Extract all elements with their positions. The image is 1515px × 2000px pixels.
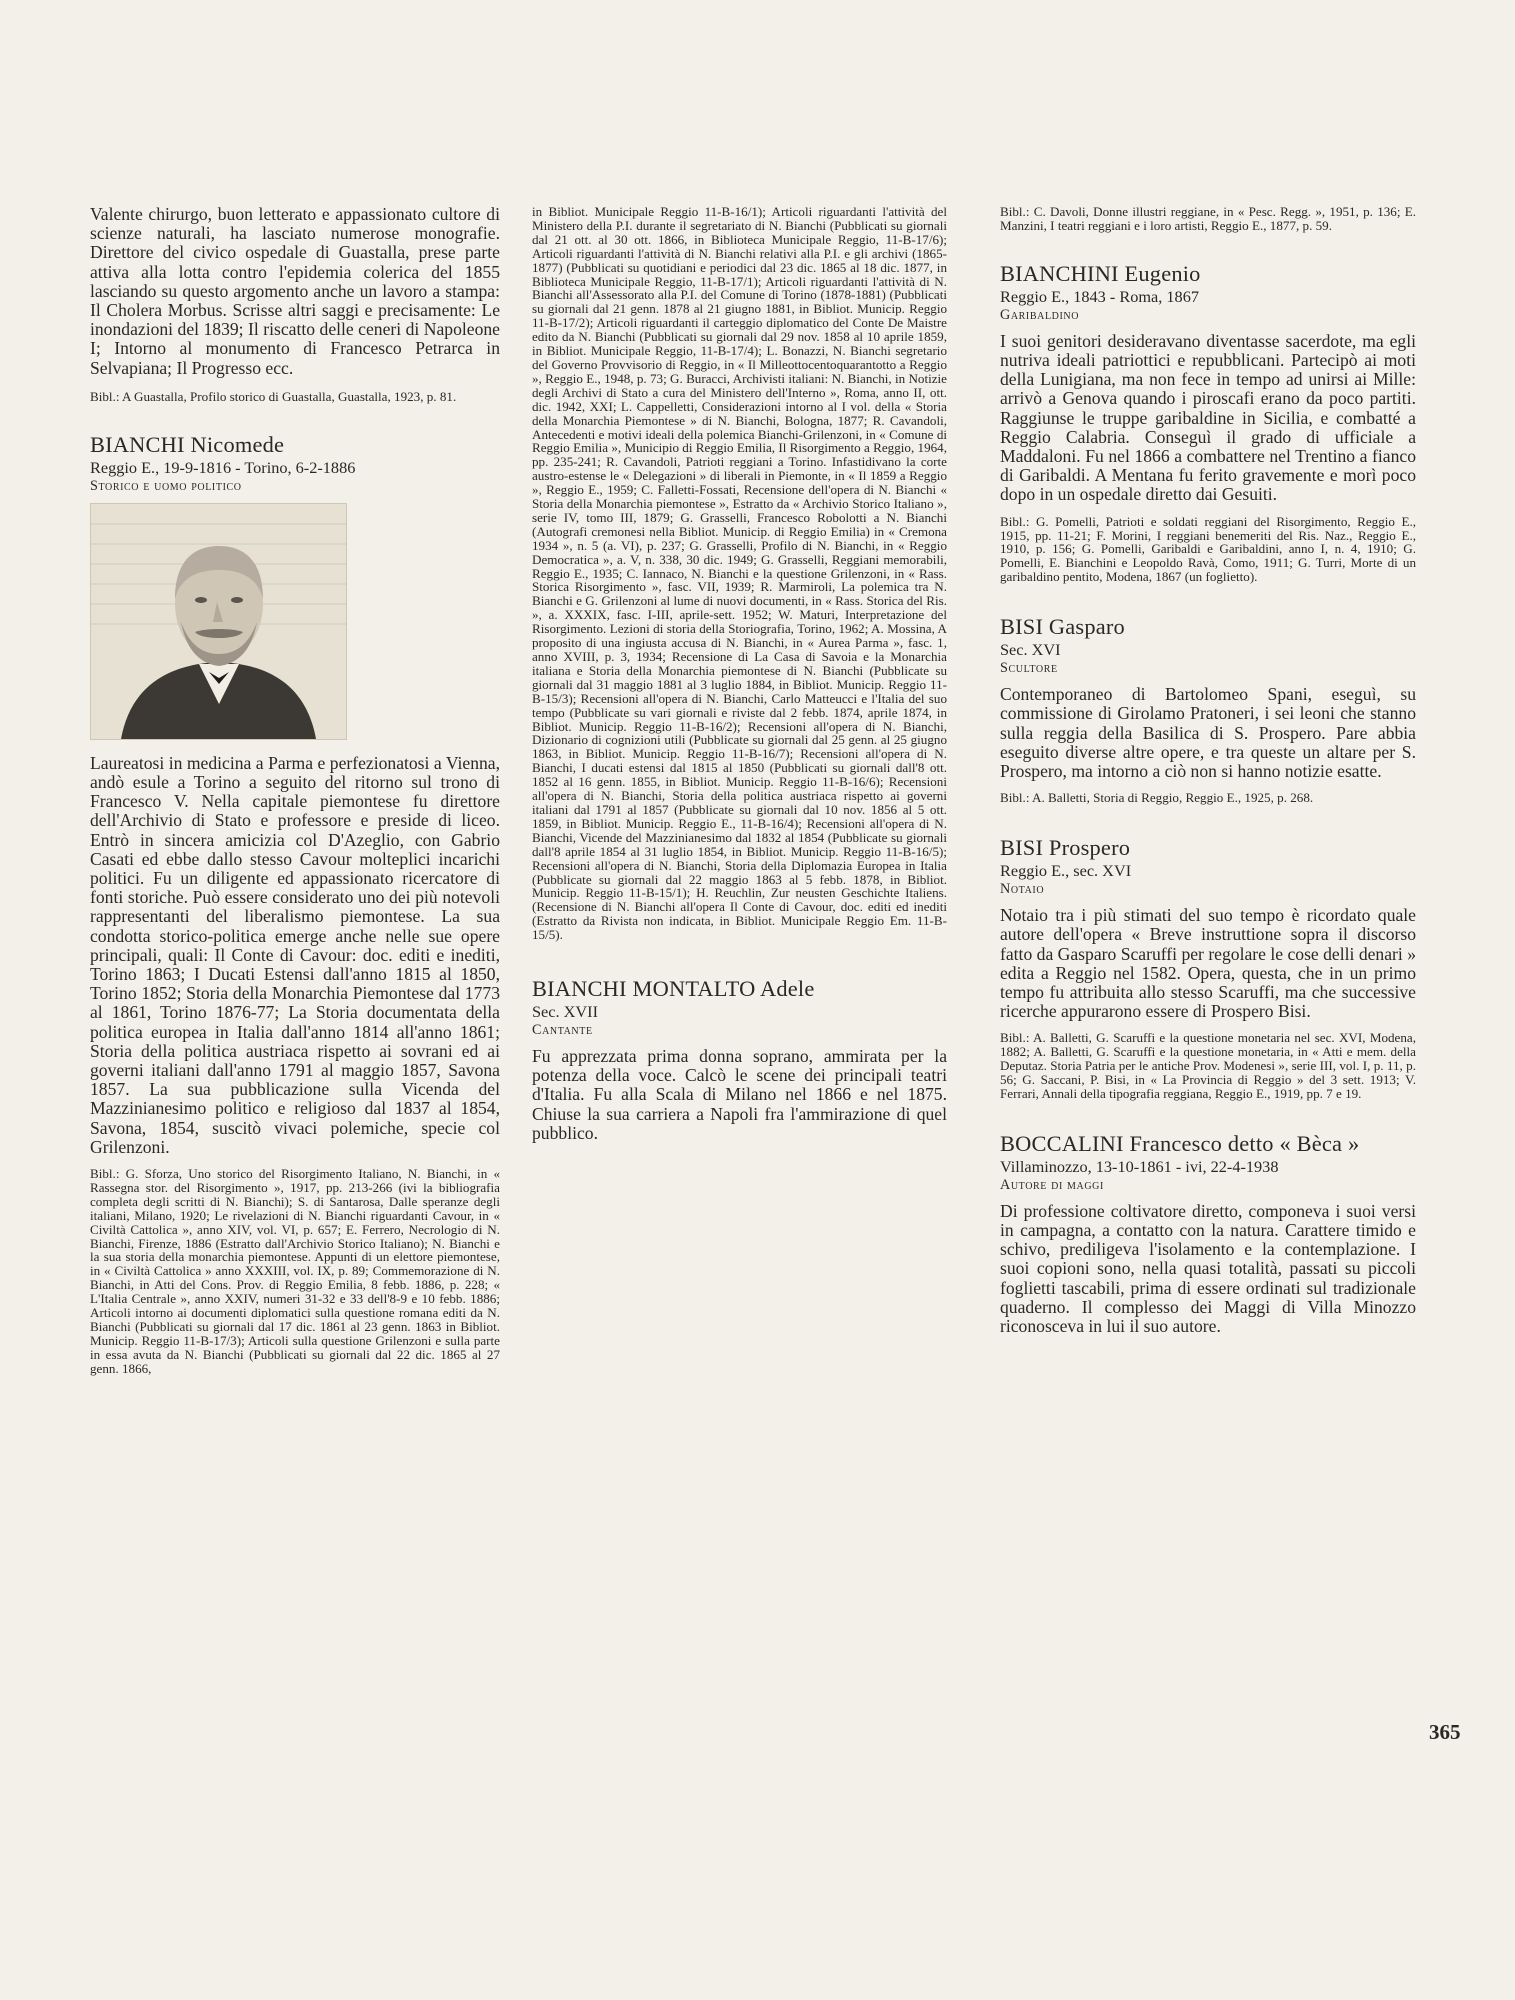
column-2 <box>532 205 947 1143</box>
entry-bisi-gasparo <box>1000 614 1416 805</box>
entry-text: Laureatosi in medicina a Parma e perfezionatosi a Vienna, andò esule a Torino a seguito del ritorno sul trono di Francesco V. Nella capitale piemontese fu direttore dell'Archivio di Stato e professore e preside di liceo. Entrò in sincera amicizia col D'Azeglio, con Gabrio Casati ed ebbe dallo stesso Cavour molteplici incarichi politici. Fu un diligente ed appassionato ricercatore di fonti storiche. Può essere considerato uno dei più notevoli rappresentanti del liberalismo piemontese. La sua condotta storico-politica emerge anche nelle sue opere principali, quali: Il Conte di Cavour: doc. editi e inediti, Torino 1863; I Ducati Estensi dall'anno 1815 al 1850, Torino 1852; Storia della Monarchia Piemontese dal 1773 al 1861, Torino 1876-77; La Storia documentata della politica europea in Italia dall'anno 1814 all'anno 1861; Storia della politica austriaca rispetto ai sovrani ed ai governi italiani dall'anno 1791 al maggio 1857, Savona 1857. La sua pubblicazione sulla Vicenda del Mazzinianesimo politico e religioso dal 1837 al 1854, Savona, 1854, suscitò vivaci polemiche, specie col Grilenzoni. <box>90 752 500 1157</box>
entry-role: Cantante <box>532 1022 593 1039</box>
portrait-image <box>90 503 347 740</box>
entry-bibliography: Bibl.: A. Balletti, G. Scaruffi e la questione monetaria nel sec. XVI, Modena, 1882; A. Balletti, G. Scaruffi e la questione monetaria, in « Atti e mem. della Deputaz. Storia Patria per le antiche Prov. Modenesi », serie III, vol. I, p. 11, p. 56; G. Saccani, P. Bisi, in « La Provincia di Reggio » del 3 sett. 1913; V. Ferrari, Annali della tipografia reggiana, Reggio E., 1919, pp. 7 e 19. <box>1000 1030 1416 1101</box>
entry-role: Storico e uomo politico <box>90 477 242 494</box>
entry-bianchi-montalto <box>532 976 947 1143</box>
entry-title <box>1000 1131 1416 1157</box>
entry-surname: BIANCHINI <box>1000 260 1119 286</box>
entry-surname: BIANCHI MONTALTO <box>532 976 756 1002</box>
entry-text: Fu apprezzata prima donna soprano, ammirata per la potenza della voce. Calcò le scene dei principali teatri d'Italia. Fu alla Scala di Milano nel 1866 e nel 1875. Chiuse la sua carriera a Napoli fra l'ammirazione di quel pubblico. <box>532 1046 947 1143</box>
entry-text: I suoi genitori desideravano diventasse sacerdote, ma egli nutriva ideali patriottici e repubblicani. Partecipò ai moti della Lunigiana, ma non fece in tempo ad unirsi ai Mille: arrivò a Genova quando i piroscafi erano da poco partiti. Raggiunse le truppe garibaldine in Sicilia, e combatté a Reggio Calabria. Conseguì il grado di ufficiale a Maddaloni. Fu nel 1866 a combattere nel Trentino a fianco di Garibaldi. A Mentana fu ferito gravemente e morì poco dopo in un ospedale diretto dai Gesuiti. <box>1000 330 1416 505</box>
entry-role: Garibaldino <box>1000 306 1080 323</box>
bibliography-continued: in Bibliot. Municipale Reggio 11-B-16/1); Articoli riguardanti l'attività del Ministero della P.I. durante il segretariato di N. Bianchi (Pubblicati su giornali dal 21 ott. al 30 ott. 1866, in Biblioteca Municipale Reggio, 11-B-17/6); Articoli riguardanti l'attività di N. Bianchi relativi alla P.I. e gli archivi (1865-1877) (Pubblicati su quotidiani e periodici dal 23 dic. 1865 al 18 dic. 1877, in Biblioteca Municipale Reggio, 11-B-17/1); Articoli riguardanti l'attività di N. Bianchi all'Assessorato alla P.I. del Comune di Torino (1878-1881) (Pubblicati su giornali dal 21 genn. 1878 al 21 giugno 1881, in Bibliot. Municip. Reggio 11-B-17/2); Articoli riguardanti il carteggio diplomatico del Conte De Maistre edito da N. Bianchi (Pubblicati su giornali dal 29 nov. 1858 al 10 aprile 1859, in Bibliot. Municipale Reggio, 11-B-17/4); L. Bonazzi, N. Bianchi segretario del Governo Provvisorio di Reggio, in « Il Milleottocentoquarantotto a Reggio », Reggio E., 1948, p. 73; G. Buracci, Archivisti italiani: N. Bianchi, in Notizie degli Archivi di Stato a cura del Ministero dell'Interno », Roma, anno II, ott. dic. 1942, XXI; L. Cappelletti, Considerazioni intorno al I vol. della « Storia della Monarchia Piemontese » di N. Bianchi, Bologna, 1877; R. Cavandoli, Antecedenti e motivi ideali della polemica Bianchi-Grilenzoni, in « Comune di Reggio Emilia », Municipio di Reggio Emilia, Il Risorgimento a Reggio, 1964, pp. 235-241; R. Cavandoli, Patrioti reggiani a Torino. Infastidivano la corte austro-estense le « Delegazioni » di liberali in Piemonte, in « Il 1859 a Reggio », Reggio E., 1959; C. Falletti-Fossati, Recensione dell'opera di N. Bianchi « Storia della Monarchia piemontese », Estratto da « Archivio Storico Italiano », serie IV, tomo III, 1879; G. Grasselli, Francesco Robolotti a N. Bianchi (Autografi cremonesi nella Bibliot. Municip. di Reggio Emilia) in « Cremona 1934 », n. 5 (a. VI), p. 237; G. Grasselli, Profilo di N. Bianchi, in « Reggio Democratica », a. V, n. 338, 30 dic. 1949; G. Grasselli, Reggiani memorabili, Reggio E., 1935; C. Iannaco, N. Bianchi e la questione Grilenzoni, in « Rass. Storica Risorgimento », fasc. VII, 1939; R. Marmiroli, La polemica tra N. Bianchi e G. Grilenzoni al lume di nuovi documenti, in « Rass. Storica del Ris. », a. XXXIX, fasc. I-III, aprile-sett. 1952; W. Maturi, Interpretazione del Risorgimento. Lezioni di storia della Storiografia, Torino, 1962; A. Mossina, A proposito di una ingiusta accusa di N. Bianchi, in « Aurea Parma », fasc. 1, anno XVIII, p. 3, 1934; Recensione di La Casa di Savoia e la Monarchia italiana e Storia della Monarchia piemontese di N. Bianchi (Pubblicate su giornali dal 31 maggio 1881 al 3 luglio 1884, in Bibliot. Municip. Reggio 11-B-15/3); Recensioni all'opera di N. Bianchi, Carlo Matteucci e l'Italia del suo tempo (Pubblicate su vari giornali e riviste dal 2 febb. 1874, aprile 1874, in Bibliot. Municip. Reggio 11-B-16/2); Recensioni all'opera di N. Bianchi, Dizionario di cognizioni utili (Pubblicate su giornali dal 25 genn. al 25 giugno 1863, in Bibliot. Municip. Reggio 11-B-16/7); Recensioni all'opera di N. Bianchi, I ducati estensi dal 1815 al 1850 (Pubblicati su giornali dall'8 ott. 1852 al 16 genn. 1855, in Bibliot. Municip. Reggio 11-B-16/6); Recensioni all'opera di N. Bianchi, Storia della politica austriaca rispetto ai governi italiani dal 1791 al 1857 (Pubblicate su giornali dal 10 nov. 1856 al 5 ott. 1859, in Bibliot. Municip. Reggio E., 11-B-16/4); Recensioni all'opera di N. Bianchi, Vicende del Mazzinianesimo dal 1832 al 1854 (Pubblicate su giornali dall'8 aprile 1854 al 31 luglio 1854, in Bibliot. Municip. Reggio 11-B-16/5); Recensioni all'opera di N. Bianchi, Storia della Diplomazia Europea in Italia (Pubblicate su giornali dal 22 maggio 1863 al 5 febb. 1878, in Bibliot. Municip. Reggio 11-B-15/1); H. Reuchlin, Zur neusten Geschichte Italiens. (Recensione di N. Bianchi all'opera Il Conte di Cavour, doc. editi ed inediti (Estratto da Rivista non indicata, in Bibliot. Municipale Reggio Em. 11-B-15/5). <box>532 204 947 943</box>
entry-firstname: Adele <box>760 976 815 1002</box>
entry-title <box>90 432 500 458</box>
entry-surname: BISI <box>1000 614 1044 640</box>
entry-firstname: Eugenio <box>1124 260 1201 286</box>
entry-role: Scultore <box>1000 660 1058 677</box>
entry-firstname: Gasparo <box>1048 614 1125 640</box>
column-3 <box>1000 205 1416 1336</box>
entry-title <box>1000 614 1416 640</box>
entry-text: Di professione coltivatore diretto, componeva i suoi versi in campagna, a contatto con la natura. Carattere timido e schivo, prediligeva l'isolamento e la contemplazione. I suoi copioni sono, nella quasi totalità, passati su piccoli foglietti tascabili, prima di essere ordinati sul tradizionale quaderno. Il complesso dei Maggi di Villa Minozzo riconosceva in lui il suo autore. <box>1000 1200 1416 1337</box>
entry-text: Notaio tra i più stimati del suo tempo è ricordato quale autore dell'opera « Breve instruttione sopra il discorso fatto da Gasparo Scaruffi per regolare le cose delli denari » edita a Reggio nel 1582. Opera, questa, che in un primo tempo fu attribuita allo stesso Scaruffi, ma che successive ricerche appurarono essere di Prospero Bisi. <box>1000 905 1416 1022</box>
entry-bibliography: Bibl.: G. Sforza, Uno storico del Risorgimento Italiano, N. Bianchi, in « Rassegna stor. del Risorgimento », 1917, pp. 213-266 (ivi la bibliografia completa degli scritti di N. Bianchi); S. di Santarosa, Dalle speranze degli italiani, Milano, 1920; Le rivelazioni di N. Bianchi riguardanti Cavour, in « Civiltà Cattolica », anno XIV, vol. VI, p. 657; E. Ferrero, Necrologio di N. Bianchi, Firenze, 1886 (Estratto dall'Archivio Storico Italiano); N. Bianchi e la sua storia della monarchia piemontese. Appunti di un elettore piemontese, in « Civiltà Cattolica » anno XXXIII, vol. IX, p. 89; Commemorazione di N. Bianchi, in Atti del Cons. Prov. di Reggio Emilia, 8 febb. 1886, p. 228; « L'Italia Centrale », anno XXIV, numeri 31-32 e 33 dell'8-9 e 10 febb. 1886; Articoli intorno ai documenti diplomatici sulla questione romana editi da N. Bianchi (Pubblicati su giornali dal 17 dic. 1861 al 23 genn. 1863 in Bibliot. Municip. Reggio 11-B-17/3); Articoli sulla questione Grilenzoni e sulla parte in essa avuta da N. Bianchi (Pubblicati su giornali dal 22 dic. 1865 al 27 genn. 1866, <box>90 1166 500 1376</box>
entry-title <box>532 976 947 1002</box>
entry-bisi-prospero <box>1000 835 1416 1101</box>
entry-text: Contemporaneo di Bartolomeo Spani, eseguì, su commissione di Girolamo Pratoneri, i sei leoni che stanno sulla reggia della Basilica di S. Prospero. Pare abbia eseguito diverse altre opere, e tra queste un altare per S. Prospero, ma intorno a ciò non si hanno notizie esatte. <box>1000 684 1416 781</box>
entry-firstname: Francesco detto « Bèca » <box>1129 1130 1360 1156</box>
intro-text: Valente chirurgo, buon letterato e appassionato cultore di scienze naturali, ha lasciato numerose monografie. Direttore del civico ospedale di Guastalla, prese parte attiva alla lotta contro l'epidemia colerica del 1855 lasciando su questo argomento anche un lavoro a stampa: Il Cholera Morbus. Scrisse altri saggi e precisamente: Le inondazioni del 1839; Il riscatto delle ceneri di Napoleone I; Intorno al monumento di Francesco Petrarca in Selvapiana; Il Progresso ecc. <box>90 204 500 378</box>
top-bibliography: Bibl.: C. Davoli, Donne illustri reggiane, in « Pesc. Regg. », 1951, p. 136; E. Manzini, I teatri reggiani e i loro artisti, Reggio E., 1877, p. 59. <box>1000 204 1416 233</box>
entry-dates: Reggio E., 19-9-1816 - Torino, 6-2-1886 <box>90 457 356 477</box>
entry-dates: Villaminozzo, 13-10-1861 - ivi, 22-4-1938 <box>1000 1156 1279 1176</box>
entry-bianchini-eugenio <box>1000 261 1416 584</box>
entry-role: Autore di maggi <box>1000 1176 1104 1193</box>
entry-dates: Reggio E., 1843 - Roma, 1867 <box>1000 286 1199 306</box>
entry-firstname: Nicomede <box>190 431 285 457</box>
entry-dates: Sec. XVII <box>532 1002 599 1022</box>
entry-surname: BIANCHI <box>90 431 185 457</box>
portrait-engraving <box>91 504 346 739</box>
entry-surname: BISI <box>1000 835 1044 861</box>
entry-dates: Reggio E., sec. XVI <box>1000 861 1132 881</box>
entry-bibliography: Bibl.: A. Balletti, Storia di Reggio, Reggio E., 1925, p. 268. <box>1000 790 1314 806</box>
page-number: 365 <box>1429 1720 1461 1744</box>
entry-surname: BOCCALINI <box>1000 1130 1124 1156</box>
entry-dates: Sec. XVI <box>1000 640 1061 660</box>
entry-role: Notaio <box>1000 881 1045 898</box>
entry-bianchi-nicomede <box>90 432 500 1376</box>
entry-bibliography: Bibl.: G. Pomelli, Patrioti e soldati reggiani del Risorgimento, Reggio E., 1915, pp. 11-21; F. Morini, I reggiani benemeriti del Ris. Naz., Reggio E., 1910, p. 156; G. Pomelli, Garibaldi e Garibaldini, anno I, n. 4, 1910; G. Pomelli, E. Bianchini e Leopoldo Ravà, Como, 1911; G. Turri, Morte di un garibaldino pentito, Modena, 1867 (un foglietto). <box>1000 513 1416 585</box>
entry-title <box>1000 261 1416 287</box>
intro-bibliography: Bibl.: A Guastalla, Profilo storico di Guastalla, Guastalla, 1923, p. 81. <box>90 388 457 404</box>
column-1 <box>90 205 500 1376</box>
entry-boccalini-francesco <box>1000 1131 1416 1336</box>
entry-firstname: Prospero <box>1048 835 1131 861</box>
entry-title <box>1000 835 1416 861</box>
